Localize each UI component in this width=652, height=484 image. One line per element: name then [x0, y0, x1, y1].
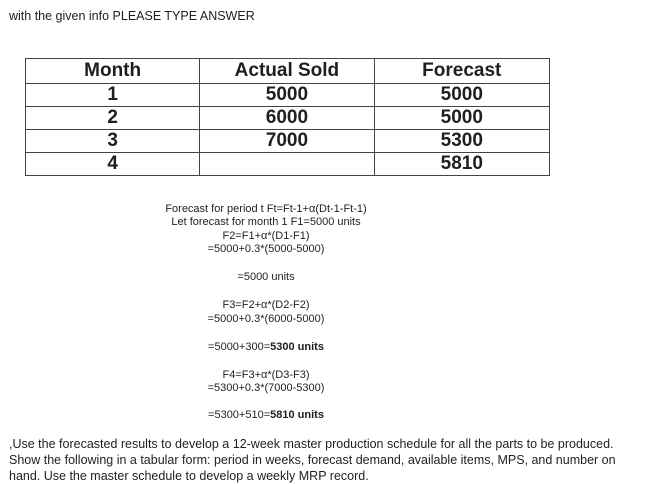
cell-month: 2 — [26, 107, 200, 130]
formula-line: Forecast for period t Ft=Ft-1+α(Dt-1-Ft-1) — [165, 203, 367, 215]
forecast-table — [25, 58, 550, 176]
cell-month: 1 — [26, 84, 200, 107]
f4-formula: F4=F3+α*(D3-F3) — [222, 369, 310, 381]
cell-actual-sold — [200, 153, 374, 176]
header-month: Month — [26, 59, 200, 84]
table-row — [26, 84, 550, 107]
cell-forecast: 5000 — [374, 84, 549, 107]
f3-result-value: 5300 units — [270, 341, 324, 353]
cell-month: 3 — [26, 130, 200, 153]
f2-formula: F2=F1+α*(D1-F1) — [222, 230, 310, 242]
cell-actual-sold: 5000 — [200, 84, 374, 107]
table-row — [26, 130, 550, 153]
f2-substitution: =5000+0.3*(5000-5000) — [207, 243, 325, 255]
cell-forecast: 5000 — [374, 107, 549, 130]
header-forecast: Forecast — [374, 59, 549, 84]
f4-result-value: 5810 units — [270, 409, 324, 421]
header-actual-sold: Actual Sold — [200, 59, 374, 84]
table-header-row — [26, 59, 550, 84]
table-row — [26, 153, 550, 176]
f2-result: =5000 units — [237, 271, 295, 283]
f3-formula: F3=F2+α*(D2-F2) — [222, 299, 310, 311]
assumption-line: Let forecast for month 1 F1=5000 units — [171, 216, 361, 228]
question-intro: with the given info PLEASE TYPE ANSWER — [9, 9, 255, 23]
cell-actual-sold: 6000 — [200, 107, 374, 130]
f4-substitution: =5300+0.3*(7000-5300) — [207, 382, 325, 394]
question-body: ,Use the forecasted results to develop a 12-week master production schedule for all the parts to be produced. Show the following in a tabular form: period in weeks, forecast demand, available items, MPS, and number on hand. Use the master schedule to develop a weekly MRP record. — [9, 437, 616, 483]
cell-month: 4 — [26, 153, 200, 176]
cell-actual-sold: 7000 — [200, 130, 374, 153]
f3-substitution: =5000+0.3*(6000-5000) — [207, 313, 325, 325]
table-row — [26, 107, 550, 130]
f3-result-prefix: =5000+300= — [208, 341, 271, 353]
cell-forecast: 5810 — [374, 153, 549, 176]
f4-result — [0, 409, 592, 422]
f3-result — [0, 341, 592, 354]
f4-result-prefix: =5300+510= — [208, 409, 271, 421]
cell-forecast: 5300 — [374, 130, 549, 153]
